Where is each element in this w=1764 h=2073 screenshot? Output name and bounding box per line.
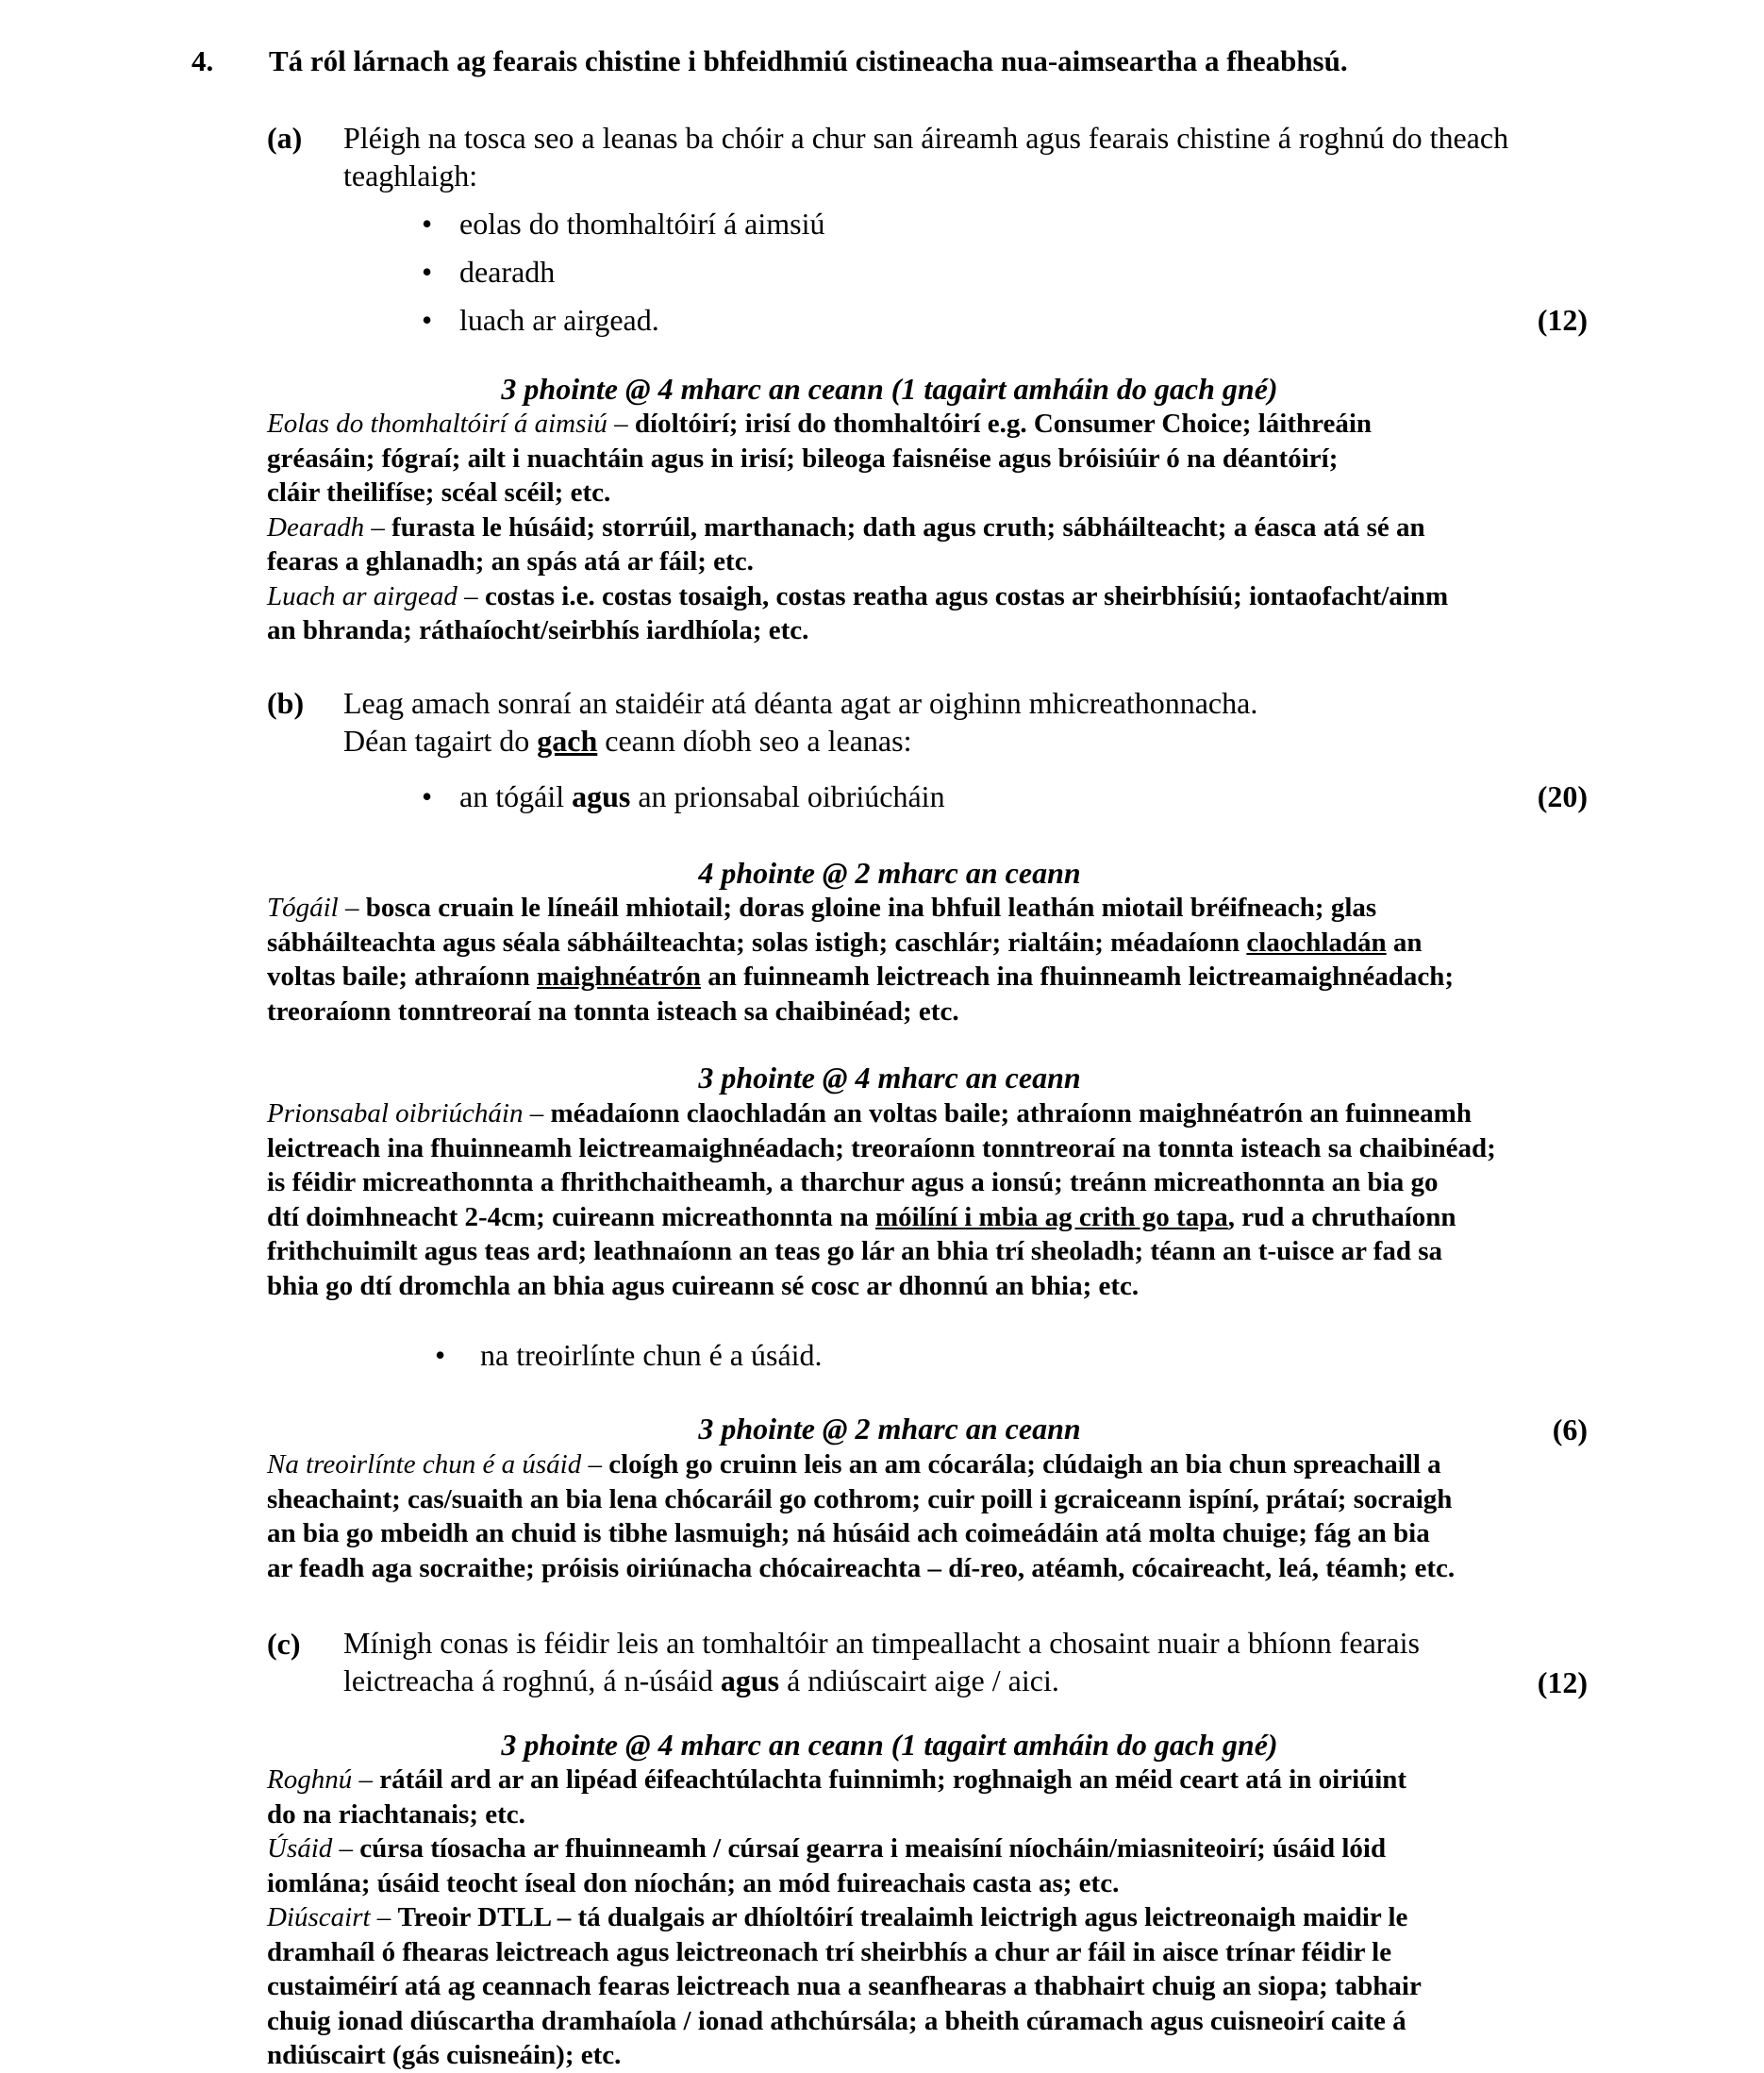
bullet-icon: • [422, 779, 433, 813]
scheme-label-eolas: Eolas do thomhaltóirí á aimsiú – [267, 409, 635, 439]
part-b-heading-3: 3 phointe @ 2 mharc an ceann [698, 1412, 1081, 1446]
bullet-icon: • [422, 303, 433, 337]
part-b-prompt-line1: Leag amach sonraí an staidéir atá déanta agat ar oighinn mhicreathonnacha. [343, 686, 1258, 720]
part-a-prompt-line2: teaghlaigh: [343, 159, 478, 192]
bullet-icon: • [422, 207, 433, 241]
part-c-label: (c) [267, 1627, 301, 1661]
scheme-label-dearadh: Dearadh – [267, 511, 392, 543]
part-a-scheme-heading: 3 phointe @ 4 mharc an ceann (1 tagairt amháin do gach gné) [501, 372, 1278, 406]
part-c-scheme: Roghnú – rátáil ard ar an lipéad éifeachtúlachta fuinnimh; roghnaigh an méid ceart atá in oiriúint do na riachtanais; etc. Úsáid – cúrsa tíosacha ar fhuinneamh / cúrsaí gearra i meaisíní níocháin/miasniteoirí; úsáid lóid iomlána; úsáid teocht íseal don níochán; an mód fuireachais casta as; etc. Diúscairt – Treoir DTLL – tá dualgais ar dhíoltóirí trealaimh leictrigh agus leictreonaigh maidir le dramhaíl ó fhearas leictreach agus leictreonach trí sheirbhís a chur ar fáil in aisce trínar féidir le custaiméirí atá ag ceannach fearas leictreach nua a seanfhearas a thabhairt chuig an siopa; tabhair chuig ionad diúscartha dramhaíola / ionad athchúrsála; a bheith cúramach agus cuisneoirí caite á ndiúscairt (gás cuisneáin); etc. [267, 1764, 1422, 2070]
bullet-icon: • [435, 1338, 446, 1372]
marking-scheme-page: 4. Tá ról lárnach ag fearais chistine i bhfeidhmiú cistineacha nua-aimseartha a fheabhsú. (a) Pléigh na tosca seo a leanas ba chóir a chur san áireamh agus fearais chistine á roghnú do theach teaghlaigh: • eolas do thomhaltóirí á aimsiú • dearadh • luach ar airgead. (12) 3 phointe @ 4 mharc an ceann (1 tagairt amháin do gach gné) Eolas do thomhaltóirí á aimsiú – díoltóirí; irisí do thomhaltóirí e.g. Consumer Choice; láithreáin gréasáin; fógraí; ailt i nuachtáin agus in irisí; bileoga faisnéise agus bróisiúir ó na déantóirí; cláir theilifíse; scéal scéil; etc. Dearadh – furasta le húsáid; storrúil, marthanach; dath agus cruth; sábháilteacht; a éasca atá sé an fearas a ghlanadh; an spás atá ar fáil; etc. Luach ar airgead – costas i.e. costas tosaigh, costas reatha agus costas ar sheirbhísiú; iontaofacht/ainm an bhranda; ráthaíocht/seirbhís iardhíola; etc. (b) Leag amach sonraí an staidéir atá déanta agat ar oighinn mhicreathonnacha. Déan tagairt do gach ceann díobh seo a leanas: • an tógáil agus an prionsabal oibriúcháin (20) 4 phointe @ 2 mharc an ceann Tógáil – bosca cruain le líneáil mhiotail; doras gloine ina bhfuil leathán miotail bréifneach; glas sábháilteachta agus séala sábháilteachta; solas istigh; caschlár; rialtáin; méadaíonn claochladán an voltas baile; athraíonn maighnéatrón an fuinneamh leictreach ina fhuinneamh leictreamaighnéadach; treoraíonn tonntreoraí na tonnta isteach sa chaibinéad; etc. 3 phointe @ 4 mharc an ceann Prionsabal oibriúcháin – méadaíonn claochladán an voltas baile; athraíonn maighnéatrón an fuinneamh leictreach ina fhuinneamh leictreamaighnéadach; treoraíonn tonntreoraí na tonnta isteach sa chaibinéad; is féidir micreathonnta a fhrithchaitheamh, a tharchur agus a ionsú; treánn micreathonnta an bia go dtí doimhneacht 2-4cm; cuireann micreathonnta na móilíní i mbia ag crith go tapa, rud a chruthaíonn frithchuimilt agus teas ard; leathnaíonn an teas go lár an bhia trí sheoladh; téann an t-uisce ar fad sa bhia go dtí dromchla an bhia agus cuireann sé cosc ar dhonnú an bhia; etc. • na treoirlínte chun é a úsáid. 3 phointe @ 2 mharc an ceann (6) Na treoirlínte chun é a úsáid – cloígh go cruinn leis an am cócarála; clúdaigh an bia chun spreachaill a sheachaint; cas/suaith an bia lena chócaráil go cothrom; cuir poill i gcraiceann ispíní, prátaí; socraigh an bia go mbeidh an chuid is tibhe lasmuigh; ná húsáid ach coimeádáin atá molta chuige; fág an bia ar feadh aga socraithe; próisis oiriúnacha chócaireachta – dí-reo, atéamh, cócaireacht, leá, téamh; etc. (c) Mínigh conas is féidir leis an tomhaltóir an timpeallacht a chosaint nuair a bhíonn fearais leictreacha á roghnú, á n-úsáid agus á ndiúscairt aige / aici. (12) 3 phointe @ 4 mharc an ceann (1 tagairt amháin do gach gné) Roghnú – rátáil ard ar an lipéad éifeachtúlachta fuinnimh; roghnaigh an méid ceart atá in oiriúint do na riachtanais; etc. Úsáid – cúrsa tíosacha ar fhuinneamh / cúrsaí gearra i meaisíní níocháin/miasniteoirí; úsáid lóid iomlána; úsáid teocht íseal don níochán; an mód fuireachais casta as; etc. Diúscairt – Treoir DTLL – tá dualgais ar dhíoltóirí trealaimh leictrigh agus leictreonaigh maidir le dramhaíl ó fhearas leictreach agus leictreonach trí sheirbhís a chur ar fáil in aisce trínar féidir le custaiméirí atá ag ceannach fearas leictreach nua a seanfhearas a thabhairt chuig an siopa; tabhair chuig ionad diúscartha dramhaíola / ionad athchúrsála; a bheith cúramach agus cuisneoirí caite á ndiúscairt (gás cuisneáin); etc. [0, 0, 1764, 2069]
part-a-marks: (12) [1537, 303, 1588, 337]
part-c-prompt-line2: leictreacha á roghnú, á n-úsáid agus á ndiúscairt aige / aici. [343, 1663, 1059, 1697]
part-b-label: (b) [267, 686, 305, 720]
part-c-prompt-line1: Mínigh conas is féidir leis an tomhaltóir an timpeallacht a chosaint nuair a bhíonn fearais [343, 1626, 1420, 1660]
part-a-label: (a) [267, 121, 303, 155]
part-b-togail-scheme: Tógáil – bosca cruain le líneáil mhiotail; doras gloine ina bhfuil leathán miotail bréifneach; glas sábháilteachta agus séala sábháilteachta; solas istigh; caschlár; rialtáin; méadaíonn claochladán an voltas baile; athraíonn maighnéatrón an fuinneamh leictreach ina fhuinneamh leictreamaighnéadach; treoraíonn tonntreoraí na tonnta isteach sa chaibinéad; etc. [267, 893, 1455, 1027]
part-a-scheme: Eolas do thomhaltóirí á aimsiú – díoltóirí; irisí do thomhaltóirí e.g. Consumer Choice; láithreáin gréasáin; fógraí; ailt i nuachtáin agus in irisí; bileoga faisnéise agus bróisiúir ó na déantóirí; cláir theilifíse; scéal scéil; etc. Dearadh – furasta le húsáid; storrúil, marthanach; dath agus cruth; sábháilteacht; a éasca atá sé an fearas a ghlanadh; an spás atá ar fáil; etc. Luach ar airgead – costas i.e. costas tosaigh, costas reatha agus costas ar sheirbhísiú; iontaofacht/ainm an bhranda; ráthaíocht/seirbhís iardhíola; etc. [267, 409, 1449, 645]
part-b-prompt-line2: Déan tagairt do gach ceann díobh seo a leanas: [343, 724, 912, 758]
part-b-treoir-scheme: Na treoirlínte chun é a úsáid – cloígh go cruinn leis an am cócarála; clúdaigh an bia chun spreachaill a sheachaint; cas/suaith an bia lena chócaráil go cothrom; cuir poill i gcraiceann ispíní, prátaí; socraigh an bia go mbeidh an chuid is tibhe lasmuigh; ná húsáid ach coimeádáin atá molta chuige; fág an bia ar feadh aga socraithe; próisis oiriúnacha chócaireachta – dí-reo, atéamh, cócaireacht, leá, téamh; etc. [267, 1449, 1456, 1583]
part-a-prompt-line1: Pléigh na tosca seo a leanas ba chóir a chur san áireamh agus fearais chistine á roghnú do theach [343, 121, 1509, 155]
part-b-heading-1: 4 phointe @ 2 mharc an ceann [698, 856, 1081, 890]
part-b-marks-1: (20) [1537, 779, 1588, 813]
scheme-label-luach: Luach ar airgead – [267, 580, 485, 611]
part-b-marks-2: (6) [1552, 1413, 1588, 1446]
question-title: Tá ról lárnach ag fearais chistine i bhfeidhmiú cistineacha nua-aimseartha a fheabhsú. [269, 44, 1348, 77]
part-c-marks: (12) [1537, 1665, 1588, 1699]
bullet-icon: • [422, 255, 433, 289]
part-c-scheme-heading: 3 phointe @ 4 mharc an ceann (1 tagairt amháin do gach gné) [501, 1728, 1278, 1762]
part-b-prionsabal-scheme: Prionsabal oibriúcháin – méadaíonn claochladán an voltas baile; athraíonn maighnéatrón an fuinneamh leictreach ina fhuinneamh leictreamaighnéadach; treoraíonn tonntreoraí na tonnta isteach sa chaibinéad; is féidir micreathonnta a fhrithchaitheamh, a tharchur agus a ionsú; treánn micreathonnta an bia go dtí doimhneacht 2-4cm; cuireann micreathonnta na móilíní i mbia ag crith go tapa, rud a chruthaíonn frithchuimilt agus teas ard; leathnaíonn an teas go lár an bhia trí sheoladh; téann an t-uisce ar fad sa bhia go dtí dromchla an bhia agus cuireann sé cosc ar dhonnú an bhia; etc. [267, 1098, 1496, 1301]
question-number: 4. [191, 44, 214, 77]
part-b-heading-2: 3 phointe @ 4 mharc an ceann [698, 1061, 1081, 1095]
